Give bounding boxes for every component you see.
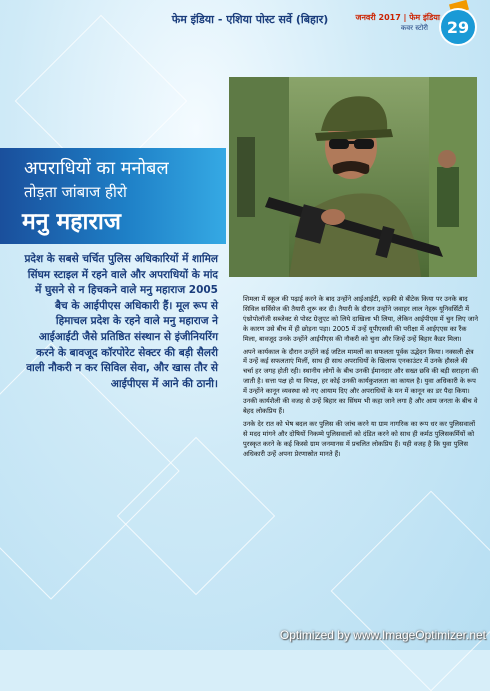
intro-paragraph: प्रदेश के सबसे चर्चित पुलिस अधिकारियों में शामिल सिंघम स्टाइल में रहने वाले और अपराधियों के मांद में घुसने से न हिचकने वाले मनु महाराज 2005 बैच के आईपीएस अधिकारी हैं। मूल रूप से हिमाचल प्रदेश के रहने वाले मनु महाराज ने आईआईटी जैसे प्रतिष्ठित संस्थान से इंजीनियरिंग करने के बावजूद कॉरपोरेट सेक्टर की बड़ी सैलरी वाली नौकरी न कर सिविल सेवा, और खास तौर से आईपीएस में आने की ठानी।: [24, 253, 218, 390]
section-label: कवर स्टोरी: [400, 24, 428, 32]
body-paragraph-1: शिमला में स्कूल की पढ़ाई करने के बाद उन्होंने आईआईटी, रुड़की से बीटेक किया पर उनके बाद सिविल सर्विसेज की तैयारी शुरू कर दी। तैयारी के दौरान उन्होंने जवाहर लाल नेहरू यूनिवर्सिटी में एंथ्रोपोलॉजी सब्जेक्ट से पोस्ट ग्रेजुएट को लिये दाखिला भी लिया, लेकिन आईपीएस में चुन लिए जाने के कारण उसे बीच में ही छोड़ना पड़ा। 2005 में उन्हें यूपीएससी की परीक्षा में आईएएस का रैंक मिला, बावजूद उनके उन्होंने आईपीएस की नौकरी को चुना और जिन्हें उन्हें बिहार कैडर मिला।: [243, 295, 478, 343]
headline-name: मनु महाराज: [22, 209, 121, 235]
officer-with-rifle-photo: [229, 77, 477, 277]
page-number-badge: 29: [441, 10, 475, 44]
body-paragraph-2: अपने कार्यकाल के दौरान उन्होंने कई जटिल मामलों का सफलता पूर्वक उद्भेदन किया। नक्सली क्षेत्र में उन्हें कई सफलताएं मिलीं, साथ ही साथ अपराधियों के खिलाफ एनकाउंटर में उनके हौसले की चर्चा हर जगह होती रही। स्थानीय लोगों के बीच उनकी ईमानदार और सख्त छवि की बड़ी सराहना की जाती है। सत्ता पक्ष हो या विपक्ष, हर कोई उनकी कार्यकुशलता का कायल है। युवा अधिकारी के रूप में उन्होंने कानून व्यवस्था को नए आयाम दिए और अपराधियों के मन में कानून का डर पैदा किया। उनकी कार्यशैली की वजह से उन्हें बिहार का सिंघम भी कहा जाने लगा है और आम जनता के बीच वे बेहद लोकप्रिय हैं।: [243, 347, 479, 415]
headline-line-2: तोड़ता जांबाज हीरो: [24, 183, 127, 201]
body-paragraph-3: उनके देर रात को भेष बदल कर पुलिस की जांच करने या ग्राम नागरिक का रूप धर कर पुलिसवालों से मदद मांगने और दोषियों निकम्मे पुलिसवालों को दंडित करने को साथ ही कर्मठ पुलिसकर्मियों को पुरस्कृत करने के कई किस्से ग्राम जनमानस में प्रचलित लोकप्रिय हैं। यही वजह है कि युवा पुलिस अधिकारी उन्हें अपना प्रेरणास्रोत मानते हैं।: [243, 419, 476, 458]
watermark-text: Optimized by www.ImageOptimizer.net: [279, 628, 486, 642]
magazine-header-title: फेम इंडिया - एशिया पोस्ट सर्वे (बिहार): [171, 13, 329, 26]
issue-date: जनवरी 2017 | फेम इंडिया: [355, 13, 440, 22]
headline-line-1: अपराधियों का मनोबल: [24, 158, 169, 179]
officer-photo: [229, 77, 477, 277]
decorative-diamond: [331, 491, 490, 691]
article-body: [243, 295, 479, 463]
